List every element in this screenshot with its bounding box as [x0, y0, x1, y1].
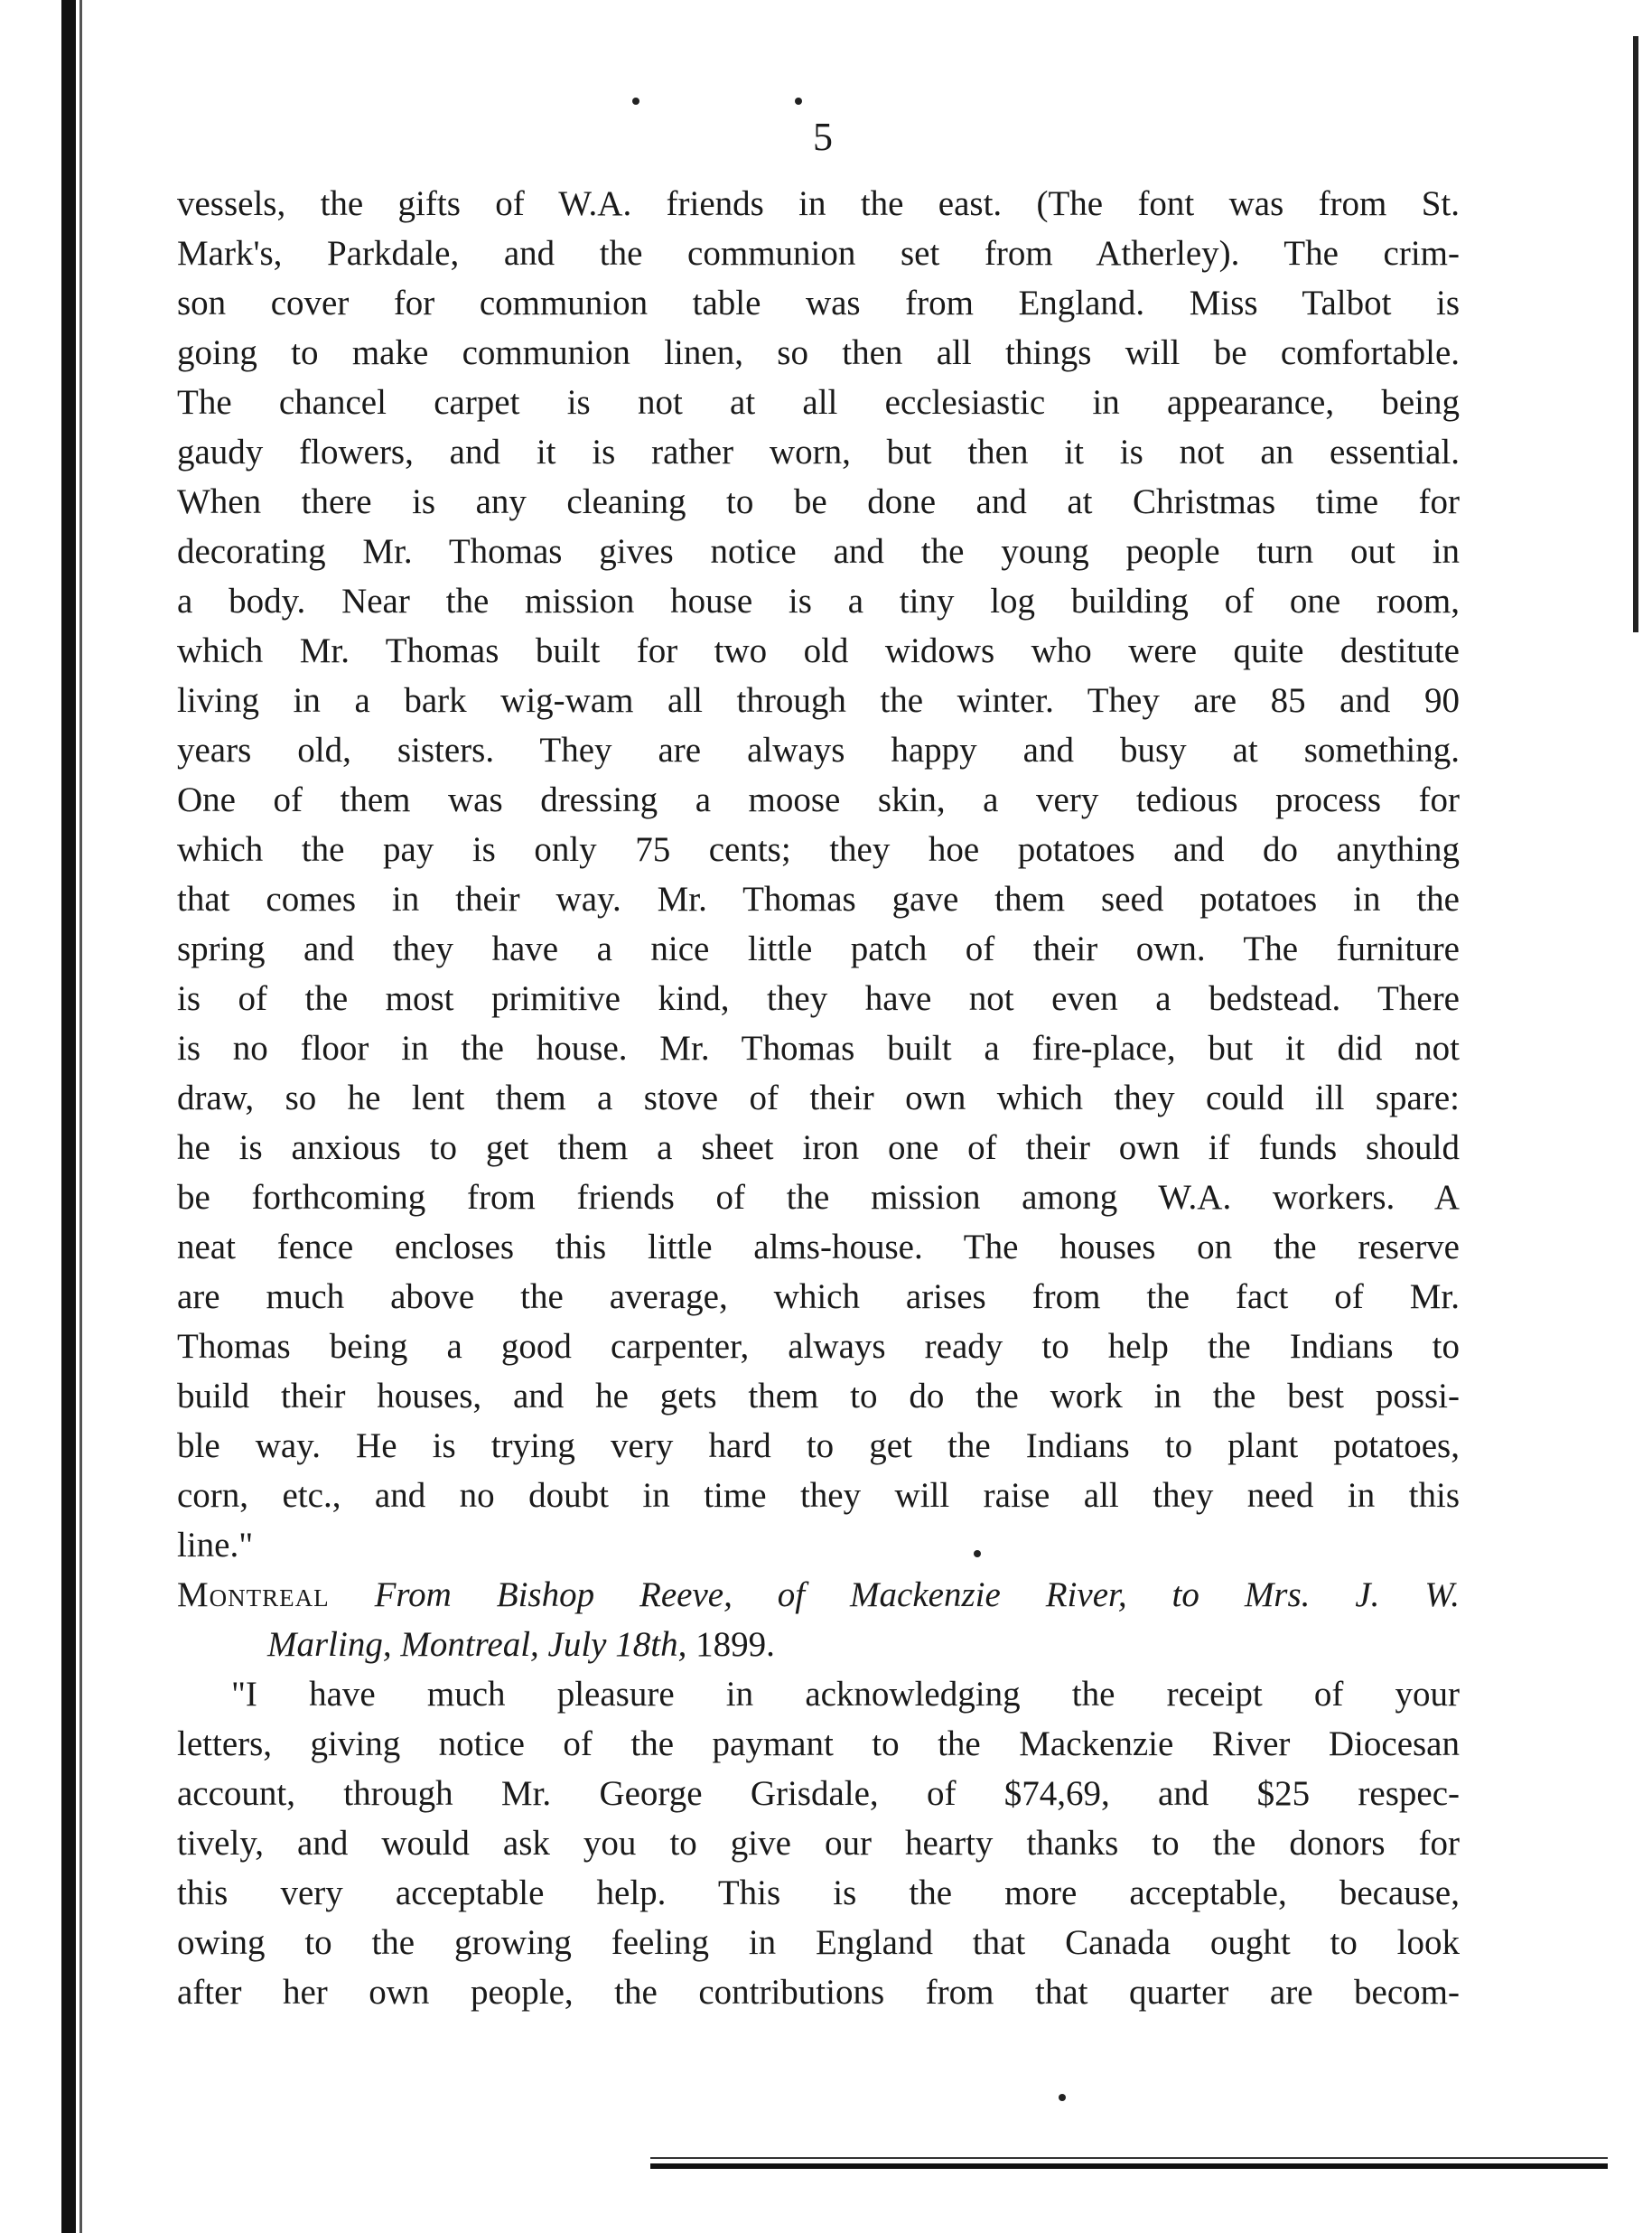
text-line: owing to the growing feeling in England that Canada ought to look	[177, 1923, 1460, 1962]
text-line: be forthcoming from friends of the mission among W.A. workers. A	[177, 1178, 1460, 1217]
text-line: build their houses, and he gets them to do the work in the best possi-	[177, 1377, 1460, 1415]
text-line: The chancel carpet is not at all ecclesiastic in appearance, being	[177, 383, 1460, 422]
text-line: neat fence encloses this little alms-house. The houses on the reserve	[177, 1228, 1460, 1266]
text-line: son cover for communion table was from England. Miss Talbot is	[177, 284, 1460, 322]
text-line: "I have much pleasure in acknowledging the receipt of your	[231, 1675, 1460, 1714]
scan-dot-top-right	[795, 98, 802, 105]
text-line: draw, so he lent them a stove of their own which they could ill spare:	[177, 1079, 1460, 1117]
text-line: tively, and would ask you to give our hearty thanks to the donors for	[177, 1824, 1460, 1863]
text-line: line."	[177, 1526, 254, 1565]
text-line: living in a bark wig-wam all through the winter. They are 85 and 90	[177, 681, 1460, 720]
text-line: account, through Mr. George Grisdale, of $74,69, and $25 respec-	[177, 1774, 1460, 1813]
text-line: One of them was dressing a moose skin, a very tedious process for	[177, 780, 1460, 819]
page-number: 5	[813, 115, 833, 159]
letter-heading-line-2	[177, 1620, 1460, 1669]
right-margin-mark	[1633, 36, 1638, 632]
text-line: Thomas being a good carpenter, always ready to help the Indians to	[177, 1327, 1460, 1366]
text-line: are much above the average, which arises from the fact of Mr.	[177, 1277, 1460, 1316]
left-margin-bar	[61, 0, 76, 2233]
letter-date: Marling, Montreal, July 18th,	[267, 1625, 687, 1664]
letter-heading-line-1	[177, 1570, 1460, 1620]
scan-dot-bottom	[1059, 2094, 1066, 2101]
text-line: going to make communion linen, so then all things will be comfortable.	[177, 333, 1460, 372]
letter-source: From Bishop Reeve, of Mackenzie River, to Mrs. J. W.	[374, 1575, 1461, 1614]
text-line: spring and they have a nice little patch of their own. The furniture	[177, 930, 1460, 968]
text-line: ble way. He is trying very hard to get the Indians to plant potatoes,	[177, 1426, 1460, 1465]
text-line: years old, sisters. They are always happy and busy at something.	[177, 731, 1460, 770]
text-line: corn, etc., and no doubt in time they will raise all they need in this	[177, 1476, 1460, 1515]
text-line: vessels, the gifts of W.A. friends in the east. (The font was from St.	[177, 184, 1460, 223]
left-margin-line	[79, 0, 82, 2233]
text-line: Mark's, Parkdale, and the communion set from Atherley). The crim-	[177, 234, 1460, 273]
text-line: that comes in their way. Mr. Thomas gave them seed potatoes in the	[177, 880, 1460, 919]
text-line: after her own people, the contributions from that quarter are becom-	[177, 1973, 1460, 2012]
text-line: is no floor in the house. Mr. Thomas built a fire-place, but it did not	[177, 1029, 1460, 1068]
text-line: letters, giving notice of the paymant to the Mackenzie River Diocesan	[177, 1724, 1460, 1763]
scan-dot-top-left	[632, 98, 639, 105]
letter-body	[177, 1669, 1460, 2017]
letter-year: 1899.	[695, 1625, 775, 1664]
page-body	[177, 179, 1460, 2017]
bottom-rule-thin	[650, 2157, 1608, 2159]
text-line: which Mr. Thomas built for two old widows who were quite destitute	[177, 631, 1460, 670]
text-line: decorating Mr. Thomas gives notice and the young people turn out in	[177, 532, 1460, 571]
letter-place: Montreal	[177, 1575, 330, 1614]
text-line: When there is any cleaning to be done and at Christmas time for	[177, 482, 1460, 521]
text-line: this very acceptable help. This is the more acceptable, because,	[177, 1873, 1460, 1912]
text-line: gaudy flowers, and it is rather worn, but then it is not an essential.	[177, 433, 1460, 472]
text-line: a body. Near the mission house is a tiny log building of one room,	[177, 582, 1460, 621]
text-line: he is anxious to get them a sheet iron one of their own if funds should	[177, 1128, 1460, 1167]
paragraph-continuation	[177, 179, 1460, 1570]
letter-heading	[177, 1570, 1460, 1669]
bottom-rule	[650, 2163, 1608, 2169]
text-line: which the pay is only 75 cents; they hoe potatoes and do anything	[177, 830, 1460, 869]
text-line: is of the most primitive kind, they have not even a bedstead. There	[177, 979, 1460, 1018]
